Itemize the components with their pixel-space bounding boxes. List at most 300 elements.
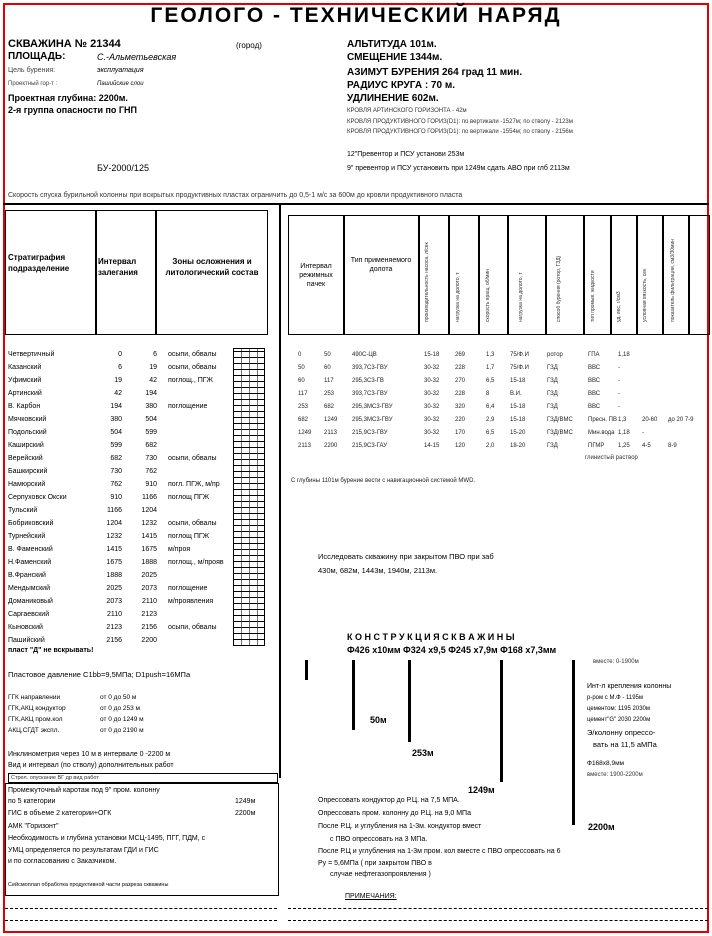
strata-zone: погл. ПГЖ, м/пр [168, 481, 220, 488]
strata-from: 1888 [106, 572, 122, 579]
category-5-depth: 1249м [235, 798, 256, 805]
speed-note: Скорость спуска бурильной колонны при вскрытых продуктивных пластах ограничить до 0,5-1 м/с за 600м до кровли продуктивного пласта [8, 192, 463, 199]
gis-depth: 2200м [235, 810, 256, 817]
drilling-i: до 20 7-9 [668, 417, 694, 423]
casing-production-pipe [572, 660, 575, 825]
strata-to: 1232 [141, 520, 157, 527]
drilling-b: 270 [455, 378, 466, 384]
strata-name: Каширский [8, 442, 44, 449]
drilling-e: ГЗД/ВМС [547, 417, 573, 423]
casing-note-2: Инт-л крепления колонны [587, 683, 672, 690]
page-title: ГЕОЛОГО - ТЕХНИЧЕСКИЙ НАРЯД [150, 4, 562, 27]
strata-from: 0 [118, 351, 122, 358]
drilling-d: 75/Ф.И [510, 352, 529, 358]
drilling-from: 50 [298, 365, 305, 371]
strata-name: В.Франский [8, 572, 46, 579]
drilling-a: 30-32 [424, 430, 440, 436]
rh-sep5 [507, 215, 509, 335]
section-divider [3, 203, 709, 205]
roof-productive-2: КРОВЛЯ ПРОДУКТИВНОГО ГОРИЗ(D1): по вертикали -1554м; по стволу - 2156м [347, 129, 573, 135]
logging-name: ГГК,АКЦ кондуктор [8, 705, 66, 712]
rh-sep6 [545, 215, 547, 335]
strata-to: 2025 [141, 572, 157, 579]
strata-zone: поглощ., ПГЖ [168, 377, 214, 384]
strata-from: 504 [110, 429, 122, 436]
strata-zone: осыпи, обвалы [168, 351, 217, 358]
strata-from: 1204 [106, 520, 122, 527]
drilling-h: - [642, 430, 644, 436]
drilling-from: 117 [298, 391, 308, 397]
drilling-e: ротор [547, 352, 563, 358]
drilling-g: - [618, 391, 620, 397]
drilling-f: ВВС [588, 404, 601, 410]
strata-name: Н.Фаменский [8, 559, 52, 566]
strata-from: 1415 [106, 546, 122, 553]
rh-sep9 [636, 215, 638, 335]
strata-to: 380 [145, 403, 157, 410]
closed-pvo-note: Исследовать скважину при закрытом ПВО при заб [318, 552, 494, 561]
drilling-a: 30-32 [424, 404, 440, 410]
logging-range: от 0 до 253 м [100, 705, 141, 712]
strata-row [8, 636, 238, 646]
strata-name: Подольский [8, 429, 47, 436]
drilling-c: 6,5 [486, 378, 495, 384]
drilling-from: 0 [298, 352, 302, 358]
strata-name: Серпуховск Окски [8, 494, 67, 501]
strata-from: 2073 [106, 598, 122, 605]
strata-to: 599 [145, 429, 157, 436]
casing-note-4: цементом: 1195 2030м [587, 706, 650, 712]
strata-name: Тульский [8, 507, 38, 514]
rh-sep7 [583, 215, 585, 335]
strata-from: 910 [110, 494, 122, 501]
drilling-e: ГЗД/ВМС [547, 430, 573, 436]
strata-name: Четвертичный [8, 351, 55, 358]
clay-note: глинистый раствор [585, 455, 638, 461]
strata-row [8, 519, 238, 529]
strata-to: 42 [149, 377, 157, 384]
strata-to: 1204 [141, 507, 157, 514]
drilling-f: Пресн. ПВ [588, 417, 617, 423]
drilling-row [292, 376, 707, 386]
rh-sep10 [662, 215, 664, 335]
drilling-g: 1,18 [618, 430, 630, 436]
pressure-test-line: Ру = 5,6МПа ( при закрытом ПВО в [318, 860, 432, 867]
drilling-e: ГЗД [547, 443, 558, 449]
drilling-from: 2113 [298, 443, 311, 449]
strata-from: 730 [110, 468, 122, 475]
pressure-test-line: случае нефтегазопроявления ) [330, 871, 431, 878]
dash-line-3 [288, 908, 708, 909]
strata-zone: поглощение [168, 585, 208, 592]
strata-from: 19 [114, 377, 122, 384]
strata-zone: осыпи, обвалы [168, 364, 217, 371]
header-zones: Зоны осложнения и литологический состав [165, 257, 259, 277]
strata-row [8, 532, 238, 542]
strata-from: 2110 [106, 611, 122, 618]
strata-row [8, 441, 238, 451]
strata-from: 599 [110, 442, 122, 449]
strata-zone: м/проявления [168, 598, 214, 605]
strata-name: Мендымский [8, 585, 50, 592]
pressure-test-line: Опрессовать пром. колонну до Р.Ц. на 9,0 МПа [318, 810, 471, 817]
strata-name: Саргаевский [8, 611, 50, 618]
strata-from: 1675 [106, 559, 122, 566]
drilling-to: 1249 [324, 417, 338, 423]
msc-line-3: и по согласованию с Заказчиком. [8, 858, 117, 865]
drilling-a: 14-15 [424, 443, 440, 449]
drilling-g: - [618, 365, 620, 371]
casing-depth-1249: 1249м [468, 785, 495, 795]
rheader-c7: уд. вес, г/см3 [616, 291, 622, 322]
strata-to: 2200 [141, 637, 157, 644]
drilling-a: 15-18 [424, 352, 440, 358]
closed-pvo-depths: 430м, 682м, 1443м, 1940м, 2113м. [318, 566, 438, 575]
drilling-to: 682 [324, 404, 335, 410]
drilling-e: ГЗД [547, 378, 558, 384]
casing-note-7: вать на 11,5 аМПа [593, 740, 657, 749]
strata-zone: поглощ ПГЖ [168, 533, 210, 540]
drilling-b: 269 [455, 352, 466, 358]
casing-conductor-mark [305, 660, 308, 680]
strata-row [8, 623, 238, 633]
drilling-c: 1,3 [486, 352, 495, 358]
rheader-c1: производительность насоса, л/сек [424, 242, 430, 322]
strata-name: Казанский [8, 364, 42, 371]
drilling-from: 1249 [298, 430, 312, 436]
rh-sep3 [448, 215, 450, 335]
project-depth: Проектная глубина: 2200м. [8, 93, 128, 103]
drilling-a: 30-32 [424, 417, 440, 423]
category-5: по 5 категории [8, 798, 56, 805]
area-label: ПЛОЩАДЬ: [8, 51, 66, 62]
navigation-note: С глубины 1101м бурение вести с навигационной системой MWD. [291, 478, 476, 484]
casing-depth-50: 50м [370, 715, 387, 725]
strata-header-sep2 [155, 210, 157, 335]
strata-to: 2123 [141, 611, 157, 618]
drilling-row [292, 441, 707, 451]
offset: СМЕЩЕНИЕ 1344м. [347, 52, 443, 63]
azimuth: АЗИМУТ БУРЕНИЯ 264 град 11 мин. [347, 67, 523, 78]
rh-sep4 [478, 215, 480, 335]
drilling-bit: 295,3С3-ГВ [352, 378, 384, 384]
strata-row [8, 584, 238, 594]
strata-from: 2025 [106, 585, 122, 592]
strata-name: В. Фаменский [8, 546, 53, 553]
casing-intermediate-pipe [500, 660, 503, 782]
drilling-g: 1,18 [618, 352, 630, 358]
drilling-to: 2113 [324, 430, 337, 436]
strata-from: 194 [110, 403, 122, 410]
drilling-from: 60 [298, 378, 305, 384]
radius: РАДИУС КРУГА : 70 м. [347, 80, 456, 91]
pressure-test-line: После Р.Ц. и углубления на 1-3м. кондуктор вмест [318, 823, 482, 830]
strata-to: 762 [145, 468, 157, 475]
purpose-label: Цель бурения: [8, 67, 56, 74]
drilling-d: 15-18 [510, 404, 526, 410]
drilling-a: 30-32 [424, 391, 440, 397]
strata-zone: осыпи, обвалы [168, 455, 217, 462]
strata-name: Башкирский [8, 468, 48, 475]
dash-line-4 [288, 920, 708, 921]
altitude: АЛЬТИТУДА 101м. [347, 39, 437, 50]
strata-name: Артинский [8, 390, 42, 397]
strata-name: Доманиковый [8, 598, 53, 605]
strata-to: 1888 [141, 559, 157, 566]
drilling-from: 253 [298, 404, 309, 410]
strata-from: 42 [114, 390, 122, 397]
casing-depth-253: 253м [412, 748, 434, 758]
strata-name: В. Карбон [8, 403, 41, 410]
casing-depth-2200: 2200м [588, 822, 615, 832]
strata-to: 19 [149, 364, 157, 371]
drilling-bit: 215,9С3-ГВУ [352, 430, 388, 436]
drilling-c: 2,9 [486, 417, 495, 423]
drilling-g: - [618, 378, 620, 384]
strata-to: 1675 [141, 546, 157, 553]
strata-name: Верейский [8, 455, 43, 462]
strata-to: 6 [153, 351, 157, 358]
strata-from: 6 [118, 364, 122, 371]
horizon-value: Пашийские слои [97, 81, 144, 87]
casing-note-6: Э/колонну опрессо- [587, 728, 656, 737]
logging-name: ГГК,АКЦ пром.кол [8, 716, 63, 723]
drilling-b: 320 [455, 404, 466, 410]
strata-name: Турнейский [8, 533, 46, 540]
pressure-test-line: Опрессовать кондуктор до Р.Ц. на 7,5 МПА. [318, 797, 460, 804]
strata-name: Бобриковский [8, 520, 54, 527]
drilling-d: 15-18 [510, 417, 526, 423]
rheader-bit: Тип применяемого долота [350, 257, 412, 273]
strata-name: Кыновский [8, 624, 43, 631]
strata-to: 1166 [141, 494, 157, 501]
strata-row [8, 402, 238, 412]
intermediate-logging: Промежуточный каротаж под 9" пром. колонну [8, 787, 160, 794]
strata-to: 504 [145, 416, 157, 423]
strata-row [8, 389, 238, 399]
well-city: (город) [236, 41, 262, 50]
drilling-h: 4-5 [642, 443, 651, 449]
strata-zone: поглощ ПГЖ [168, 494, 210, 501]
casing-sizes: Ф426 x10мм Ф324 x9,5 Ф245 x7,9м Ф168 x7,3мм [347, 645, 557, 655]
preventer-9: 9" превентор и ПСУ установить при 1249м сдать АВО при глб 2113м [347, 165, 570, 172]
logging-range: от 0 до 2190 м [100, 727, 144, 734]
drilling-bit: 393,7С3-ГВУ [352, 365, 388, 371]
rheader-c6: тип промыв. жидкости [590, 270, 596, 322]
casing-note-1: вместе: 0-1900м [593, 659, 639, 665]
header-strat: Стратиграфия подразделение [8, 253, 70, 273]
plast-note: пласт "Д" не вскрывать! [8, 647, 94, 654]
inclinometry: Инклинометрия через 10 м в интервале 0 -2200 м [8, 751, 171, 758]
logging-range: от 0 до 1249 м [100, 716, 144, 723]
header-interval: Интервал залегания [98, 257, 138, 277]
gis-volume: ГИС в объеме 2 категории+ОГК [8, 810, 112, 817]
strata-row [8, 506, 238, 516]
drilling-d: 15-20 [510, 430, 526, 436]
lithology-column [233, 348, 265, 646]
strata-to: 910 [145, 481, 157, 488]
strata-zone: поглощение [168, 403, 208, 410]
drilling-to: 50 [324, 352, 331, 358]
strata-from: 380 [110, 416, 122, 423]
drilling-c: 2,0 [486, 443, 495, 449]
remarks-label: ПРИМЕЧАНИЯ: [345, 893, 397, 900]
pressure-test-line: После Р.Ц и углубления на 1-3м пром. кол вместе с ПВО опрессовать на 6 [318, 848, 561, 855]
strata-row [8, 545, 238, 555]
purpose-value: эксплуатация [97, 67, 144, 74]
drilling-to: 2200 [324, 443, 338, 449]
drilling-b: 120 [455, 443, 466, 449]
drilling-d: 75/Ф.И [510, 365, 529, 371]
drilling-b: 228 [455, 365, 466, 371]
strata-row [8, 558, 238, 568]
drilling-to: 60 [324, 365, 331, 371]
casing-direction-pipe [352, 660, 355, 730]
strata-row [8, 454, 238, 464]
drilling-row [292, 402, 707, 412]
strata-row [8, 415, 238, 425]
strata-row [8, 480, 238, 490]
strata-name: Уфимский [8, 377, 42, 384]
casing-note-8: Ф168х8,9мм [587, 760, 625, 767]
danger-group: 2-я группа опасности по ГНП [8, 105, 137, 115]
strata-row [8, 363, 238, 373]
drilling-c: 6,5 [486, 430, 495, 436]
survey-title: Вид и интервал (по стволу) дополнительных работ [8, 762, 174, 769]
strata-zone: поглощ., м/прояв [168, 559, 224, 566]
strata-name: Мячковский [8, 416, 47, 423]
drilling-f: ГПА [588, 352, 600, 358]
elongation: УДЛИНЕНИЕ 602м. [347, 93, 439, 104]
rh-sep11 [688, 215, 690, 335]
strata-to: 730 [145, 455, 157, 462]
well-number: СКВАЖИНА № 21344 [8, 38, 121, 50]
strata-row [8, 350, 238, 360]
drilling-c: 8 [486, 391, 490, 397]
drilling-g: - [618, 404, 620, 410]
drilling-row [292, 363, 707, 373]
roof-productive-1: КРОВЛЯ ПРОДУКТИВНОГО ГОРИЗ(D1): по вертикали -1527м; по стволу - 2123м [347, 119, 573, 125]
msc-line-2: УМЦ определяется по результатам ГДИ и ГИС [8, 847, 159, 854]
strata-row [8, 376, 238, 386]
drilling-to: 117 [324, 378, 334, 384]
strata-row [8, 467, 238, 477]
strata-to: 682 [145, 442, 157, 449]
strata-from: 1166 [106, 507, 122, 514]
drilling-e: ГЗД [547, 391, 558, 397]
strata-name: Намюрский [8, 481, 46, 488]
drilling-bit: 295,3МС3-ГВУ [352, 417, 393, 423]
rh-sep1 [343, 215, 345, 335]
logging-name: ГГК направлении [8, 694, 61, 701]
drilling-to: 253 [324, 391, 335, 397]
rheader-c4: нагрузка на долото, т [518, 272, 524, 322]
pressure-test-line: с ПВО опрессовать на 3 МПа. [330, 836, 428, 843]
rh-sep2 [418, 215, 420, 335]
dash-line-2 [5, 920, 277, 921]
strata-to: 2156 [141, 624, 157, 631]
rheader-c8: условная вязкость, сек [642, 268, 648, 322]
drilling-a: 30-32 [424, 378, 440, 384]
logging-name: АКЦ,СГДТ экспл. [8, 727, 60, 734]
drilling-b: 220 [455, 417, 466, 423]
rheader-c3: скорость вращ, об/мин [485, 268, 491, 322]
strata-header-sep1 [95, 210, 97, 335]
drilling-bit: 215,9С3-ГАУ [352, 443, 388, 449]
strata-to: 2110 [141, 598, 157, 605]
drilling-b: 170 [455, 430, 466, 436]
drilling-b: 228 [455, 391, 466, 397]
drilling-d: В.И. [510, 391, 522, 397]
drilling-row [292, 350, 707, 360]
drilling-bit: 393,7С3-ГВУ [352, 391, 388, 397]
drilling-a: 30-32 [424, 365, 440, 371]
amk: АМК "Горизонт" [8, 823, 59, 830]
strata-from: 682 [110, 455, 122, 462]
area-value: С.-Альметьевская [97, 52, 177, 62]
dash-line-1 [5, 908, 277, 909]
preventer-12: 12"Превентор и ПСУ установи 253м [347, 151, 465, 158]
drilling-row [292, 415, 707, 425]
strata-zone: осыпи, обвалы [168, 624, 217, 631]
casing-note-5: цемент"G" 2030 2200м [587, 717, 651, 723]
strata-name: Пашийский [8, 637, 45, 644]
drilling-d: 18-20 [510, 443, 526, 449]
strata-to: 2073 [141, 585, 157, 592]
drilling-g: 1,25 [618, 443, 630, 449]
rheader-c5: способ бурения (ротор, ГЗД) [556, 255, 562, 322]
rheader-c2: нагрузка на долото, т [455, 272, 461, 322]
drilling-c: 1,7 [486, 365, 495, 371]
strata-to: 194 [145, 390, 157, 397]
drilling-e: ГЗД [547, 365, 558, 371]
strata-from: 762 [110, 481, 122, 488]
drilling-e: ГЗД [547, 404, 558, 410]
strata-row [8, 493, 238, 503]
drilling-h: 20-60 [642, 417, 658, 423]
logging-range: от 0 до 50 м [100, 694, 137, 701]
rheader-c9: показатель фильтрации, см3/30мин [670, 238, 676, 322]
rheader-interval: Интервал режимных пачек [299, 263, 333, 288]
drilling-from: 682 [298, 417, 309, 423]
drilling-bit: 295,3МС3-ГВУ [352, 404, 393, 410]
strata-from: 2156 [106, 637, 122, 644]
casing-note-9: вместе: 1900-2200м [587, 772, 643, 778]
drilling-g: 1,3 [618, 417, 627, 423]
column-divider [279, 203, 281, 778]
drilling-c: 6,4 [486, 404, 495, 410]
strata-from: 1232 [106, 533, 122, 540]
drilling-row [292, 389, 707, 399]
strata-from: 2123 [106, 624, 122, 631]
horizon-label: Проектный гор-т : [8, 81, 58, 87]
drilling-f: ВВС [588, 378, 601, 384]
drilling-i: 8-9 [668, 443, 677, 449]
seismic-note: Сейсмоплап обработка продуктивной части разреза скважины [8, 882, 169, 888]
casing-note-3: р-ром с М.Ф - 1195м [587, 695, 644, 701]
strata-row [8, 428, 238, 438]
strata-zone: м/проя [168, 546, 191, 553]
msc-line-1: Необходимость и глубина установки МСЦ-1495, ПГГ, ПДМ, с [8, 835, 206, 842]
drilling-row [292, 428, 707, 438]
roof-artinsk: КРОВЛЯ АРТИНСКОГО ГОРИЗОНТА - 42м [347, 108, 467, 114]
drilling-f: ВВС [588, 391, 601, 397]
casing-conductor-pipe [408, 660, 411, 742]
strata-to: 1415 [141, 533, 157, 540]
strata-zone: осыпи, обвалы [168, 520, 217, 527]
drilling-f: ВВС [588, 365, 601, 371]
drilling-f: Мин.вода [588, 430, 615, 436]
